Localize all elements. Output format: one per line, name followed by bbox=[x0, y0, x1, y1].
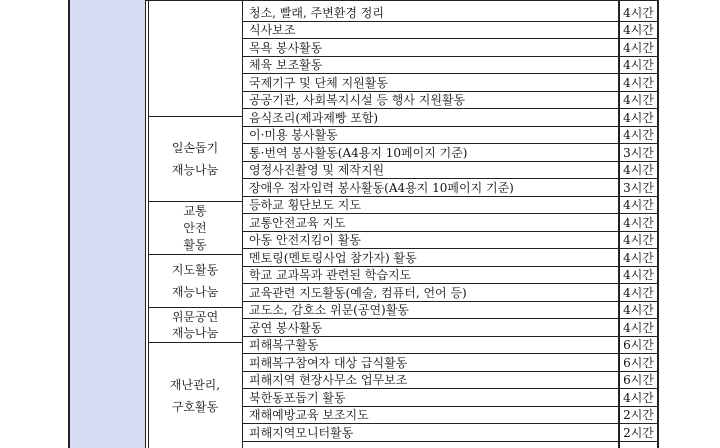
table-row bbox=[243, 320, 619, 337]
table-row bbox=[243, 372, 619, 389]
hours-cell: 4시간 bbox=[620, 40, 657, 57]
table-row bbox=[243, 215, 619, 232]
table-row bbox=[243, 197, 619, 214]
activity-text: 공공기관, 사회복지시설 등 행사 지원활동 bbox=[249, 93, 466, 107]
activity-text: 피해지역모니터활동 bbox=[249, 426, 354, 440]
table-row bbox=[243, 145, 619, 162]
table-row bbox=[243, 162, 619, 179]
activity-text: 음식조리(제과제빵 포함) bbox=[249, 111, 379, 125]
hours-cell: 3시간 bbox=[620, 180, 657, 197]
hours-cell: 6시간 bbox=[620, 355, 657, 372]
table-row bbox=[243, 92, 619, 109]
activity-column bbox=[242, 0, 619, 448]
table-row bbox=[243, 40, 619, 57]
activity-text: 피해지역 현장사무소 업무보조 bbox=[249, 373, 408, 387]
activity-text: 목욕 봉사활동 bbox=[249, 41, 323, 55]
table-row bbox=[243, 250, 619, 267]
table-row bbox=[243, 425, 619, 442]
table-row bbox=[243, 337, 619, 354]
table-row bbox=[243, 22, 619, 39]
hours-cell: 4시간 bbox=[620, 92, 657, 109]
activity-text: 장애우 점자입력 봉사활동(A4용지 10페이지 기준) bbox=[249, 181, 514, 195]
subcategory-blank bbox=[148, 0, 242, 117]
activity-text: 국제기구 및 단체 지원활동 bbox=[249, 76, 388, 90]
subcategory-teaching bbox=[148, 255, 242, 308]
subcategory-label: 일손돕기 bbox=[171, 141, 219, 155]
table-row bbox=[243, 407, 619, 424]
subcategory-label: 재능나눔 bbox=[171, 163, 219, 177]
subcategory-performance bbox=[148, 308, 242, 343]
activity-text: 체육 보조활동 bbox=[249, 58, 323, 72]
table-row bbox=[243, 355, 619, 372]
hours-cell: 6시간 bbox=[620, 337, 657, 354]
activity-text: 영정사진촬영 및 제작지원 bbox=[249, 163, 385, 177]
hours-cell: 4시간 bbox=[620, 267, 657, 284]
activity-text: 식사보조 bbox=[249, 23, 296, 37]
hours-cell: 4시간 bbox=[620, 22, 657, 39]
activity-text: 교육관련 지도활동(예술, 컴퓨터, 언어 등) bbox=[249, 286, 467, 300]
hours-cell: 4시간 bbox=[620, 390, 657, 407]
table-row bbox=[243, 127, 619, 144]
subcategory-label: 재능나눔 bbox=[171, 326, 219, 340]
activity-text: 피해복구참여자 대상 급식활동 bbox=[249, 356, 408, 370]
hours-cell: 3시간 bbox=[620, 145, 657, 162]
subcategory-label: 지도활동 bbox=[171, 263, 219, 277]
hours-cell: 4시간 bbox=[620, 285, 657, 302]
hours-cell: 2시간 bbox=[620, 425, 657, 442]
activity-text: 교통안전교육 지도 bbox=[249, 216, 346, 230]
activity-text: 등하교 횡단보도 지도 bbox=[249, 198, 361, 212]
table-row bbox=[243, 267, 619, 284]
subcategory-label: 안전 bbox=[183, 220, 207, 235]
hours-column bbox=[618, 0, 658, 448]
category-column bbox=[68, 0, 146, 448]
subcategory-label: 위문공연 bbox=[171, 310, 219, 324]
hours-cell: 6시간 bbox=[620, 372, 657, 389]
subcategory-label: 활동 bbox=[183, 237, 207, 252]
hours-cell: 4시간 bbox=[620, 110, 657, 127]
table-row bbox=[243, 180, 619, 197]
table-row bbox=[243, 302, 619, 319]
activity-text: 이·미용 봉사활동 bbox=[249, 128, 338, 142]
activity-text: 청소, 빨래, 주변환경 정리 bbox=[249, 6, 384, 20]
subcategory-care bbox=[148, 117, 242, 202]
subcategory-label: 재난관리, bbox=[169, 377, 221, 392]
hours-cell: 4시간 bbox=[620, 75, 657, 92]
table-row bbox=[243, 232, 619, 249]
activity-text: 공연 봉사활동 bbox=[249, 321, 323, 335]
activity-text: 멘토링(멘토링사업 참가자) 활동 bbox=[249, 251, 417, 265]
hours-cell: 4시간 bbox=[620, 197, 657, 214]
activity-text: 학교 교과목과 관련된 학습지도 bbox=[249, 268, 412, 282]
table-row bbox=[243, 57, 619, 74]
subcategory-label: 재능나눔 bbox=[171, 285, 219, 299]
table-row bbox=[243, 110, 619, 127]
hours-cell: 4시간 bbox=[620, 232, 657, 249]
hours-cell: 4시간 bbox=[620, 250, 657, 267]
table-row bbox=[243, 75, 619, 92]
table-row bbox=[243, 285, 619, 302]
table-row bbox=[243, 390, 619, 407]
hours-cell: 4시간 bbox=[620, 5, 657, 22]
hours-cell: 4시간 bbox=[620, 215, 657, 232]
activity-text: 아동 안전지킴이 활동 bbox=[249, 233, 361, 247]
hours-cell: 4시간 bbox=[620, 302, 657, 319]
subcategory-column bbox=[148, 0, 242, 448]
subcategory-label: 구호활동 bbox=[171, 399, 219, 414]
hours-cell: 4시간 bbox=[620, 57, 657, 74]
hours-cell: 4시간 bbox=[620, 127, 657, 144]
subcategory-label: 교통 bbox=[183, 203, 207, 218]
activity-text: 북한동포돕기 활동 bbox=[249, 391, 346, 405]
hours-cell: 4시간 bbox=[620, 162, 657, 179]
hours-cell: 4시간 bbox=[620, 320, 657, 337]
table-right-border bbox=[658, 0, 659, 448]
activity-text: 통·번역 봉사활동(A4용지 10페이지 기준) bbox=[249, 146, 468, 160]
subcategory-traffic-safety bbox=[148, 202, 242, 255]
table-row bbox=[243, 5, 619, 22]
activity-text: 교도소, 감호소 위문(공연)활동 bbox=[249, 303, 409, 317]
hours-cell: 2시간 bbox=[620, 407, 657, 424]
subcategory-disaster bbox=[148, 343, 242, 448]
activity-text: 재해예방교육 보조지도 bbox=[249, 408, 369, 422]
activity-text: 피해복구활동 bbox=[249, 338, 319, 352]
column-divider bbox=[148, 0, 149, 448]
